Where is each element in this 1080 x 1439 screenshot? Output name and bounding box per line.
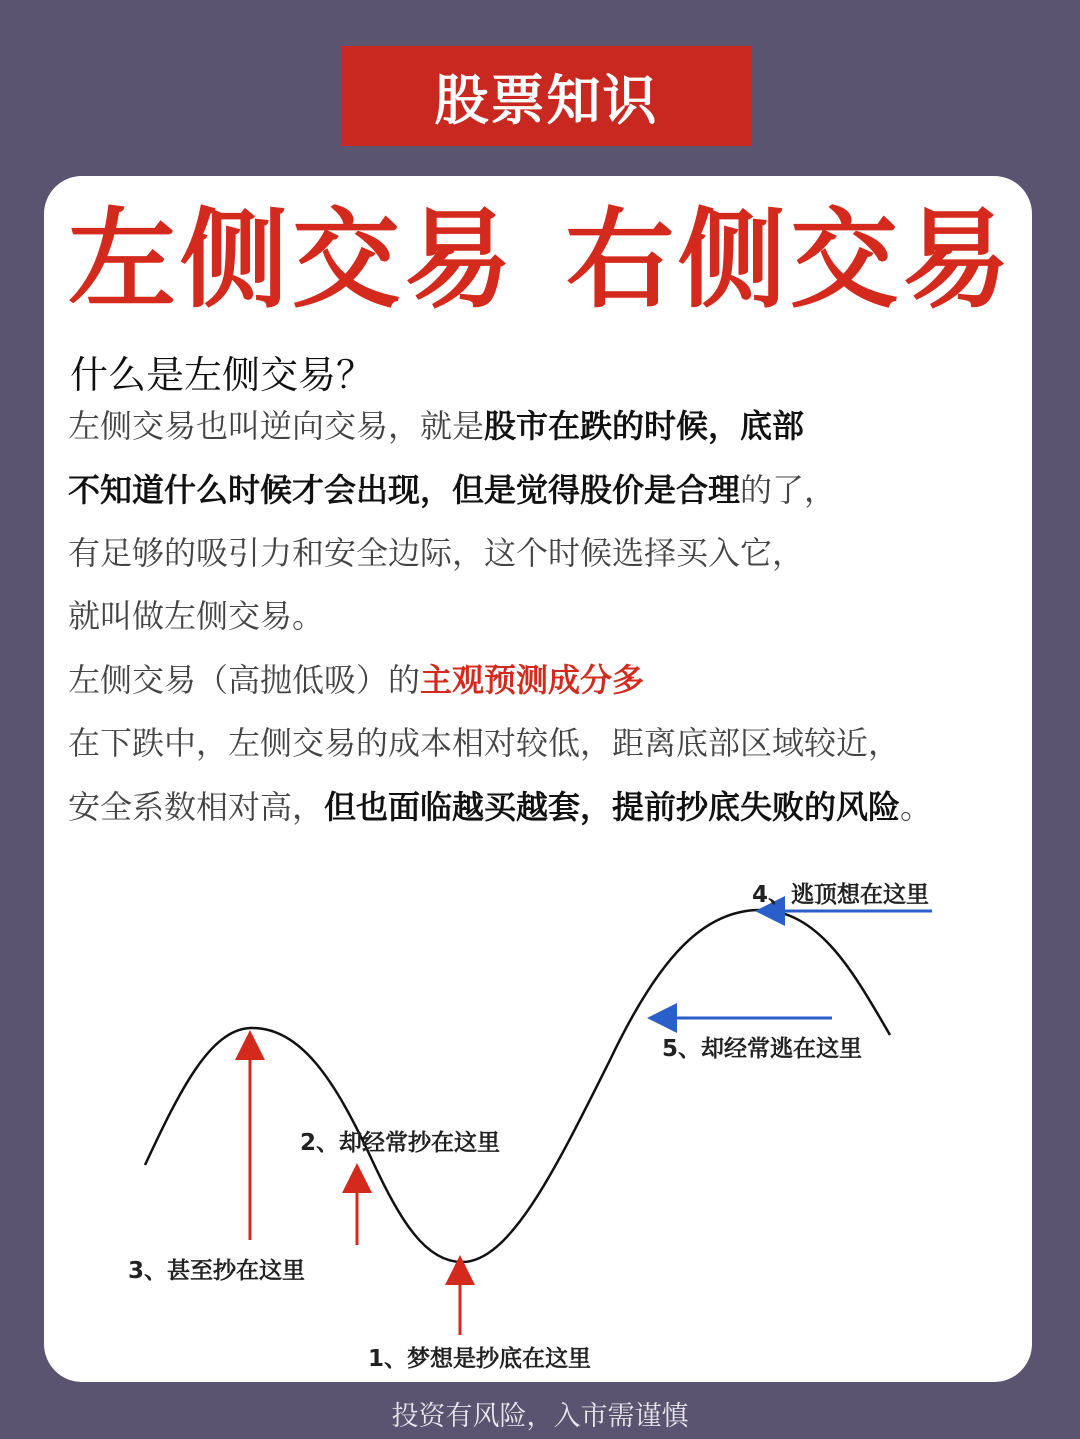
text-normal: 。 <box>900 788 933 826</box>
price-curve <box>145 910 890 1262</box>
text-bold: 股市在跌的时候，底部 <box>484 407 805 445</box>
title-right-trading: 右侧交易 <box>565 198 1014 323</box>
label-buy-worse: 3、甚至抄在这里 <box>128 1258 306 1284</box>
paragraph-line-3: 有足够的吸引力和安全边际，这个时候选择买入它， <box>68 534 805 572</box>
text-highlight-red: 主观预测成分多 <box>420 661 645 699</box>
label-escape-actual: 5、却经常逃在这里 <box>662 1036 863 1062</box>
paragraph-line-6: 在下跌中，左侧交易的成本相对较低，距离底部区域较近， <box>68 724 901 762</box>
text-normal: 安全系数相对高， <box>68 788 325 826</box>
text-normal: 的了， <box>740 471 837 509</box>
text-bold: 但也面临越买越套，提前抄底失败的风险 <box>324 788 901 826</box>
risk-disclaimer: 投资有风险，入市需谨慎 <box>391 1401 689 1432</box>
section-question: 什么是左侧交易？ <box>70 353 375 397</box>
label-buy-ideal: 1、梦想是抄底在这里 <box>368 1346 592 1372</box>
text-bold: 不知道什么时候才会出现，但是觉得股价是合理 <box>68 471 741 509</box>
text-normal: 左侧交易也叫逆向交易，就是 <box>68 407 485 445</box>
label-buy-actual: 2、却经常抄在这里 <box>300 1130 501 1156</box>
title-left-trading: 左侧交易 <box>68 198 517 323</box>
banner-title: 股票知识 <box>434 68 659 132</box>
label-escape-top-ideal: 4、逃顶想在这里 <box>752 882 930 908</box>
paragraph-line-4: 就叫做左侧交易。 <box>68 597 325 635</box>
text-normal: 左侧交易（高抛低吸）的 <box>68 661 421 699</box>
